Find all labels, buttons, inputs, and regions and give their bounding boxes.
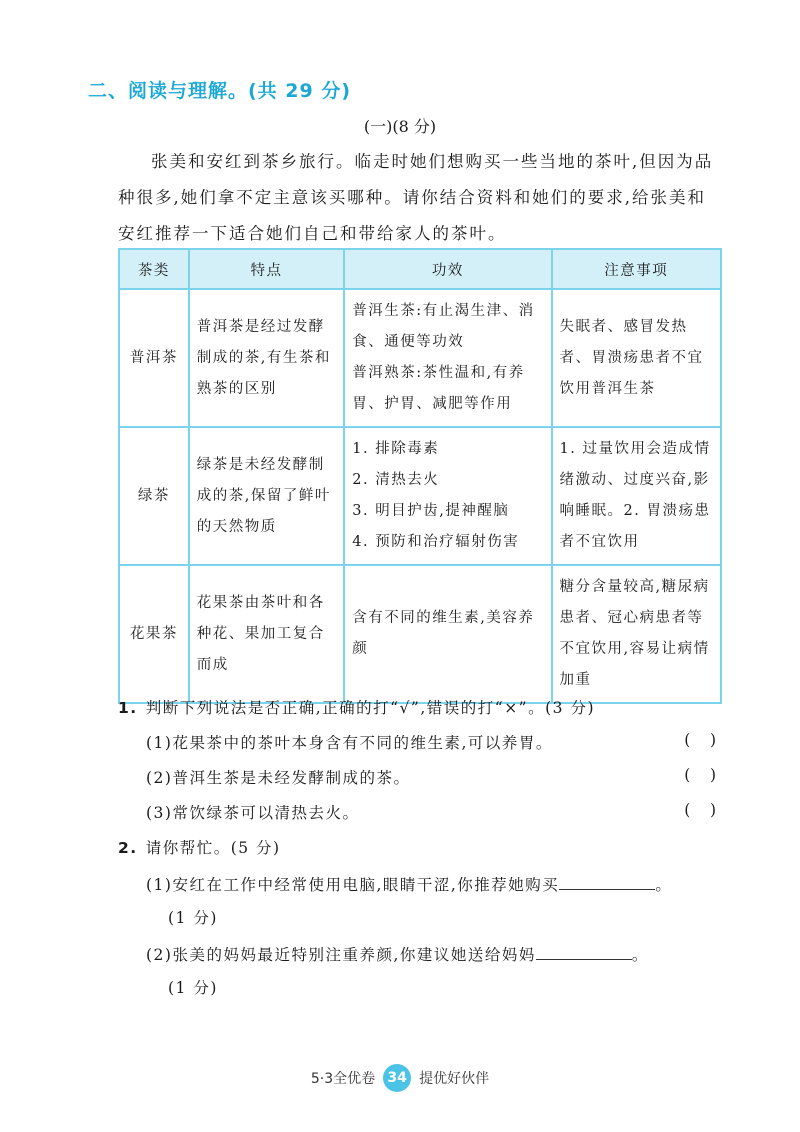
footer-slogan: 提优好伙伴 — [419, 1071, 490, 1087]
fill-text: (1)安红在工作中经常使用电脑,眼睛干涩,你推荐她购买 — [146, 876, 560, 894]
answer-paren[interactable]: ( ) — [684, 766, 716, 784]
effect-line: 2. 清热去火 — [352, 472, 440, 488]
header-cell: 特点 — [189, 249, 345, 289]
page-number: 34 — [383, 1064, 411, 1092]
answer-paren[interactable]: ( ) — [684, 731, 716, 749]
answer-paren[interactable]: ( ) — [684, 801, 716, 819]
header-cell: 注意事项 — [552, 249, 721, 289]
question-text: 请你帮忙。(5 分) — [145, 839, 281, 857]
tea-note: 糖分含量较高,糖尿病患者、冠心病患者等不宜饮用,容易让病情加重 — [552, 565, 721, 703]
judge-item: (2)普洱生茶是未经发酵制成的茶。 — [146, 769, 411, 787]
score-note: (1 分) — [168, 979, 218, 997]
table-row — [119, 289, 721, 427]
question-2 — [118, 836, 281, 858]
fill-item — [146, 871, 672, 895]
tea-table — [118, 248, 722, 704]
tea-effect — [344, 289, 551, 427]
table-row — [119, 565, 721, 703]
section-title: 二、阅读与理解。(共 29 分) — [88, 80, 352, 102]
intro-text: 张美和安红到茶乡旅行。临走时她们想购买一些当地的茶叶,但因为品种很多,她们拿不定主意该买哪种。请你结合资料和她们的要求,给张美和安红推荐一下适合她们自己和带给家人的茶叶。 — [118, 152, 714, 243]
table-row — [119, 427, 721, 565]
effect-line: 1. 排除毒素 — [352, 441, 440, 457]
judge-item: (3)常饮绿茶可以清热去火。 — [146, 804, 360, 822]
tea-feature: 绿茶是未经发酵制成的茶,保留了鲜叶的天然物质 — [189, 427, 345, 565]
tea-name: 普洱茶 — [119, 289, 189, 427]
effect-line: 普洱熟茶:茶性温和,有养胃、护胃、减肥等作用 — [352, 365, 525, 412]
tea-note: 1. 过量饮用会造成情绪激动、过度兴奋,影响睡眠。2. 胃溃疡患者不宜饮用 — [552, 427, 721, 565]
tea-effect — [344, 565, 551, 703]
tea-effect — [344, 427, 551, 565]
question-text: 判断下列说法是否正确,正确的打“√”,错误的打“×”。(3 分) — [145, 699, 595, 717]
part-title: (一)(8 分) — [363, 117, 437, 136]
fill-item — [146, 941, 649, 965]
fill-end: 。 — [631, 946, 649, 964]
question-number: 2. — [118, 839, 138, 857]
judge-item: (1)花果茶中的茶叶本身含有不同的维生素,可以养胃。 — [146, 734, 553, 752]
effect-line: 含有不同的维生素,美容养颜 — [352, 610, 535, 657]
fill-text: (2)张美的妈妈最近特别注重养颜,你建议她送给妈妈 — [146, 946, 536, 964]
fill-end: 。 — [655, 876, 673, 894]
effect-line: 4. 预防和治疗辐射伤害 — [352, 534, 520, 550]
tea-feature: 普洱茶是经过发酵制成的茶,有生茶和熟茶的区别 — [189, 289, 345, 427]
tea-feature: 花果茶由茶叶和各种花、果加工复合而成 — [189, 565, 345, 703]
question-1 — [118, 696, 595, 718]
header-cell: 茶类 — [119, 249, 189, 289]
answer-blank[interactable] — [559, 871, 655, 890]
tea-name: 花果茶 — [119, 565, 189, 703]
answer-blank[interactable] — [536, 941, 632, 960]
header-cell: 功效 — [344, 249, 551, 289]
page-footer — [0, 1064, 800, 1092]
tea-note: 失眠者、感冒发热者、胃溃疡患者不宜饮用普洱生茶 — [552, 289, 721, 427]
score-note: (1 分) — [168, 909, 218, 927]
effect-line: 普洱生茶:有止渴生津、消食、通便等功效 — [352, 303, 535, 350]
intro-paragraph — [118, 144, 722, 252]
table-header-row — [119, 249, 721, 289]
footer-brand: 5·3全优卷 — [310, 1071, 376, 1087]
tea-name: 绿茶 — [119, 427, 189, 565]
effect-line: 3. 明目护齿,提神醒脑 — [352, 503, 510, 519]
question-number: 1. — [118, 699, 138, 717]
